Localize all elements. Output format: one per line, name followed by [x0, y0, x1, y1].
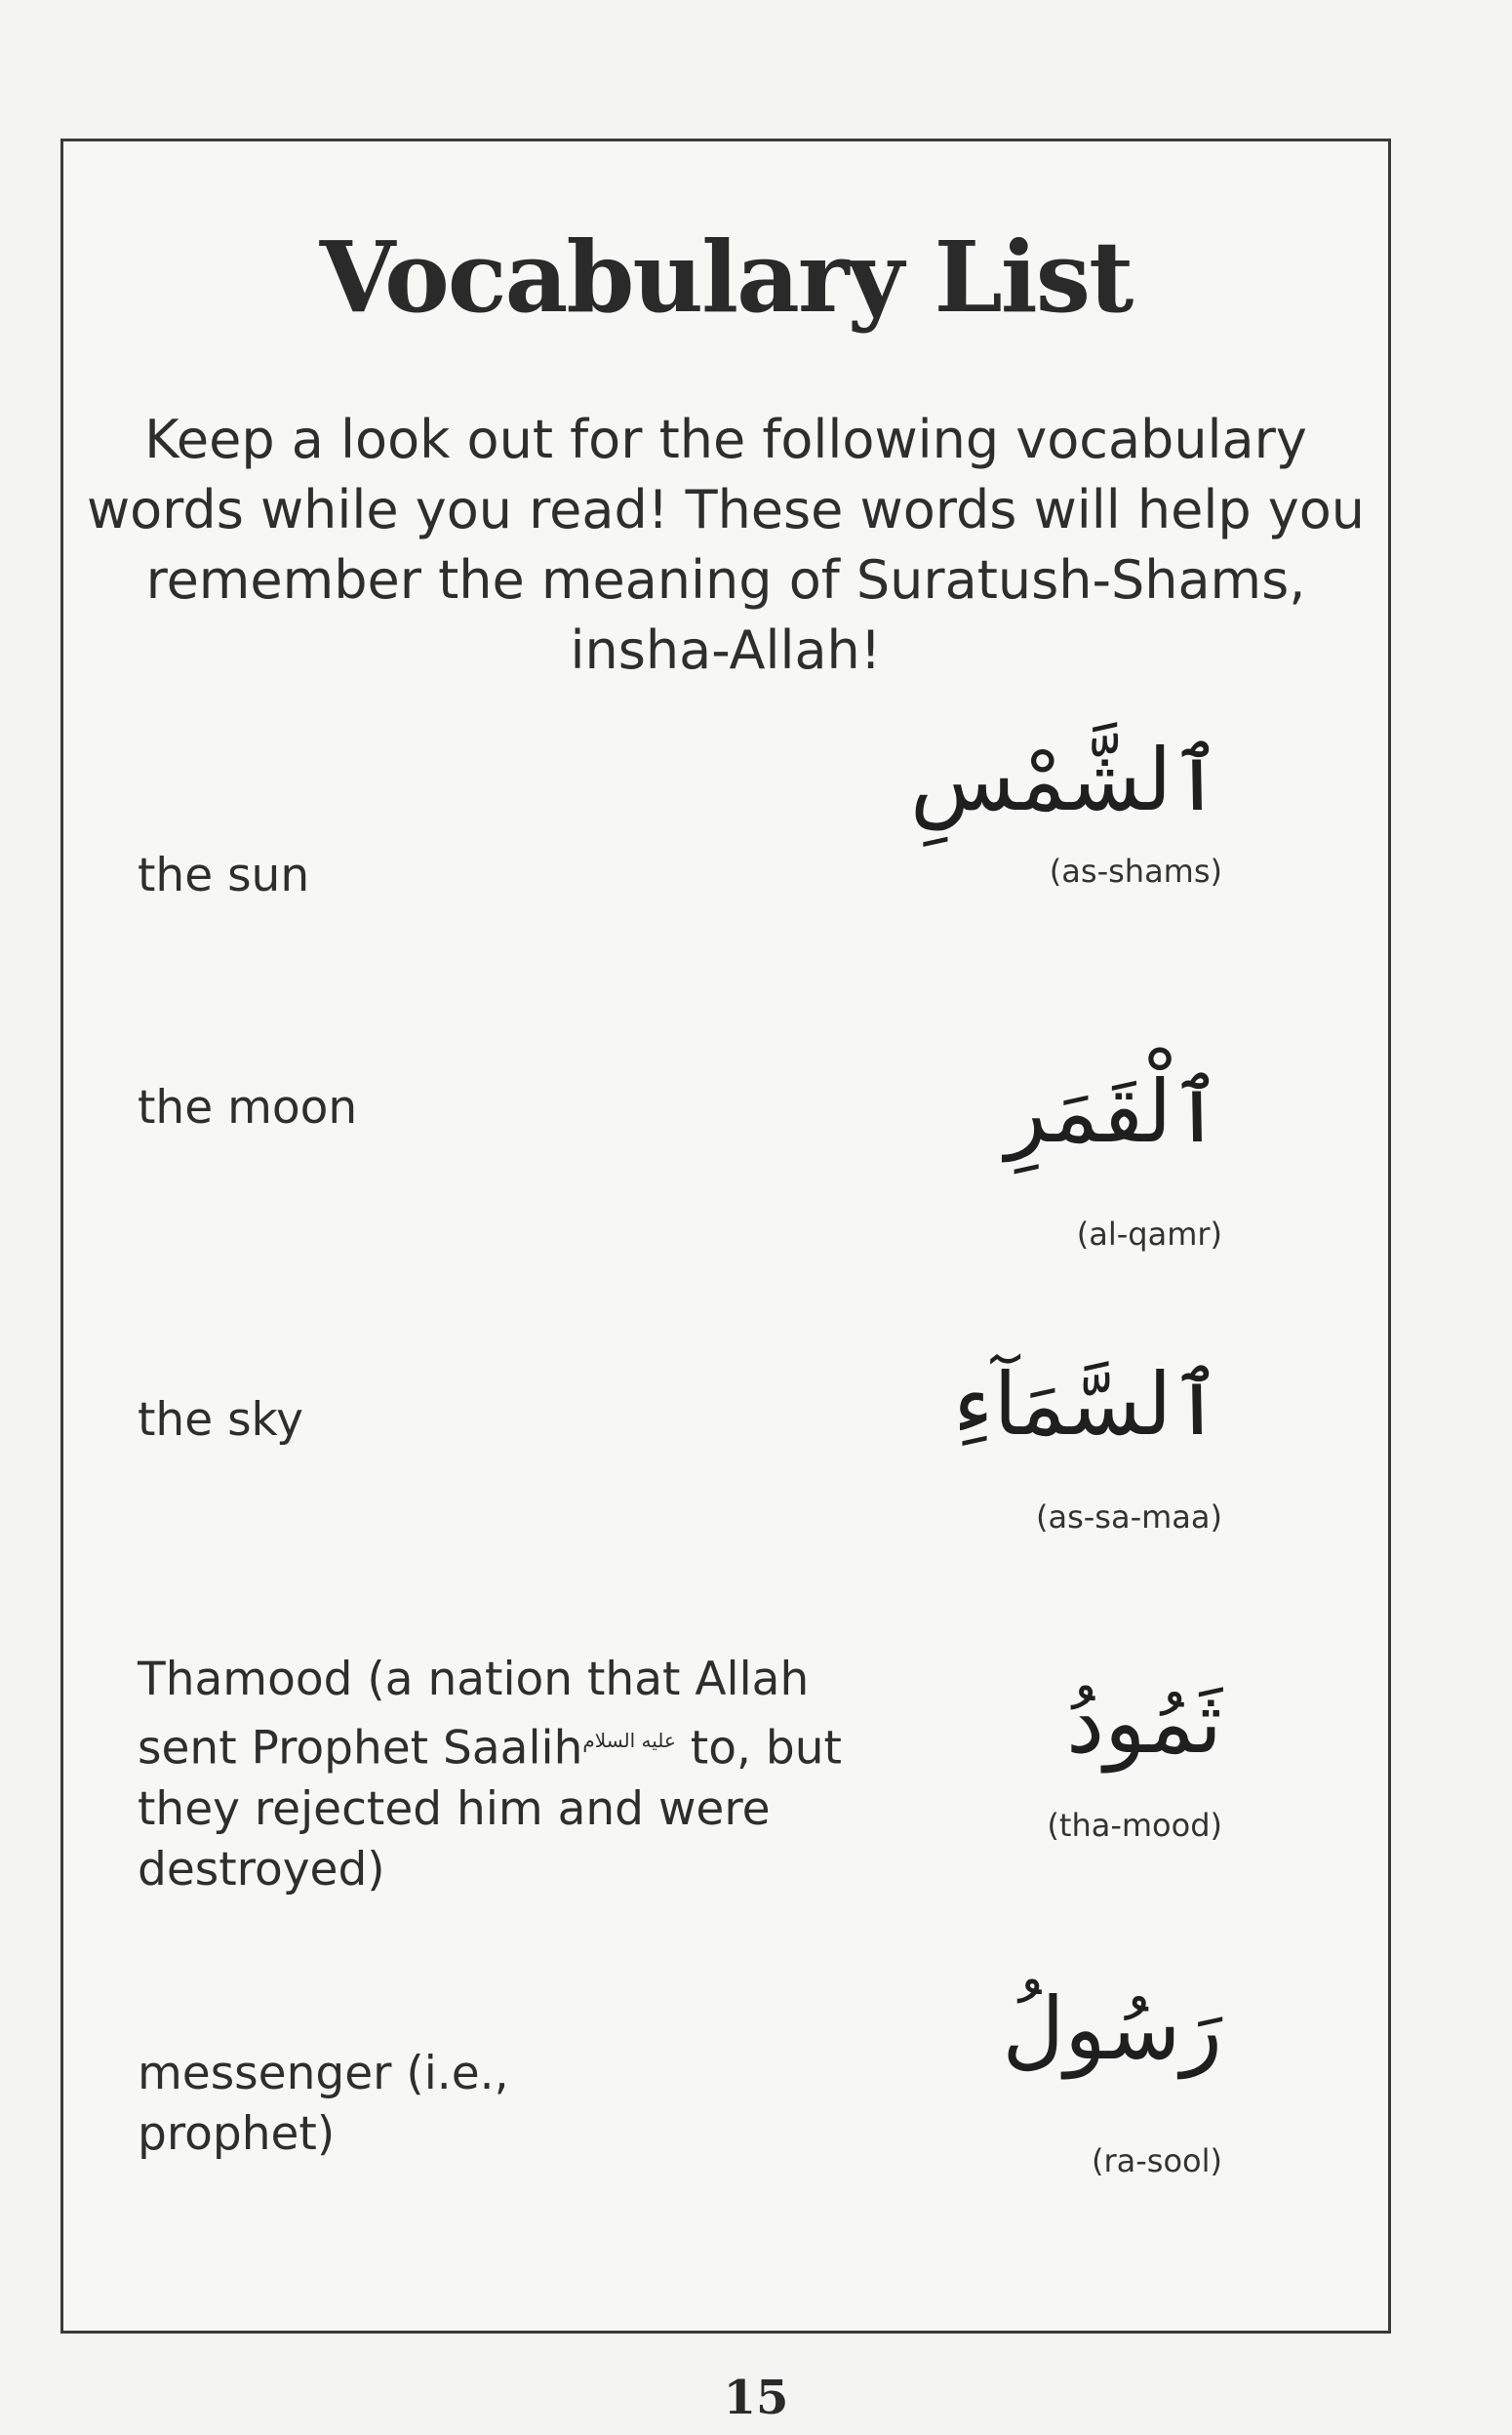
page-title: Vocabulary List — [319, 220, 1133, 335]
english-meaning: the moon — [138, 1081, 358, 1135]
transliteration: (al-qamr) — [1076, 1216, 1222, 1253]
page-number: 15 — [723, 2371, 789, 2425]
arabic-word: رَسُولُ — [1002, 1978, 1222, 2079]
page-frame — [60, 139, 1391, 2334]
transliteration: (ra-sool) — [1092, 2142, 1222, 2179]
arabic-word-block — [871, 727, 1222, 891]
vocab-entry-moon — [63, 1058, 1388, 1332]
arabic-word-block — [871, 1351, 1222, 1537]
arabic-word-block — [871, 1669, 1222, 1845]
honorific-text: عليه السلام — [582, 1729, 676, 1752]
transliteration: (tha-mood) — [1047, 1807, 1222, 1844]
vocab-entry-sky — [63, 1354, 1388, 1624]
arabic-word: ٱلسَّمَآءِ — [953, 1354, 1222, 1455]
arabic-word: ثَمُودُ — [1065, 1672, 1222, 1773]
arabic-word-block — [871, 1058, 1222, 1254]
vocab-entry-sun — [63, 727, 1388, 980]
vocab-entry-messenger — [63, 1976, 1388, 2268]
vocab-entry-thamood — [63, 1650, 1388, 1942]
arabic-word-block — [871, 1976, 1222, 2180]
english-meaning-part1: Thamood (a nation that Allah sent Prophet Saalih — [138, 1653, 810, 1776]
transliteration: (as-shams) — [1049, 853, 1222, 890]
transliteration: (as-sa-maa) — [1035, 1498, 1222, 1536]
arabic-word: ٱلشَّمْسِ — [910, 730, 1222, 830]
intro-paragraph: Keep a look out for the following vocabulary words while you read! These words will help you remember the meaning of Suratush-Shams, insha-Allah! — [86, 409, 1366, 681]
english-meaning — [138, 1650, 859, 1900]
english-meaning: messenger (i.e., prophet) — [138, 2047, 509, 2161]
arabic-word: ٱلْقَمَرِ — [1005, 1061, 1222, 1162]
english-meaning: the sun — [138, 849, 310, 902]
english-meaning: the sky — [138, 1393, 303, 1447]
english-meaning-part2: to, but they rejected him and were destroyed) — [138, 1721, 842, 1896]
